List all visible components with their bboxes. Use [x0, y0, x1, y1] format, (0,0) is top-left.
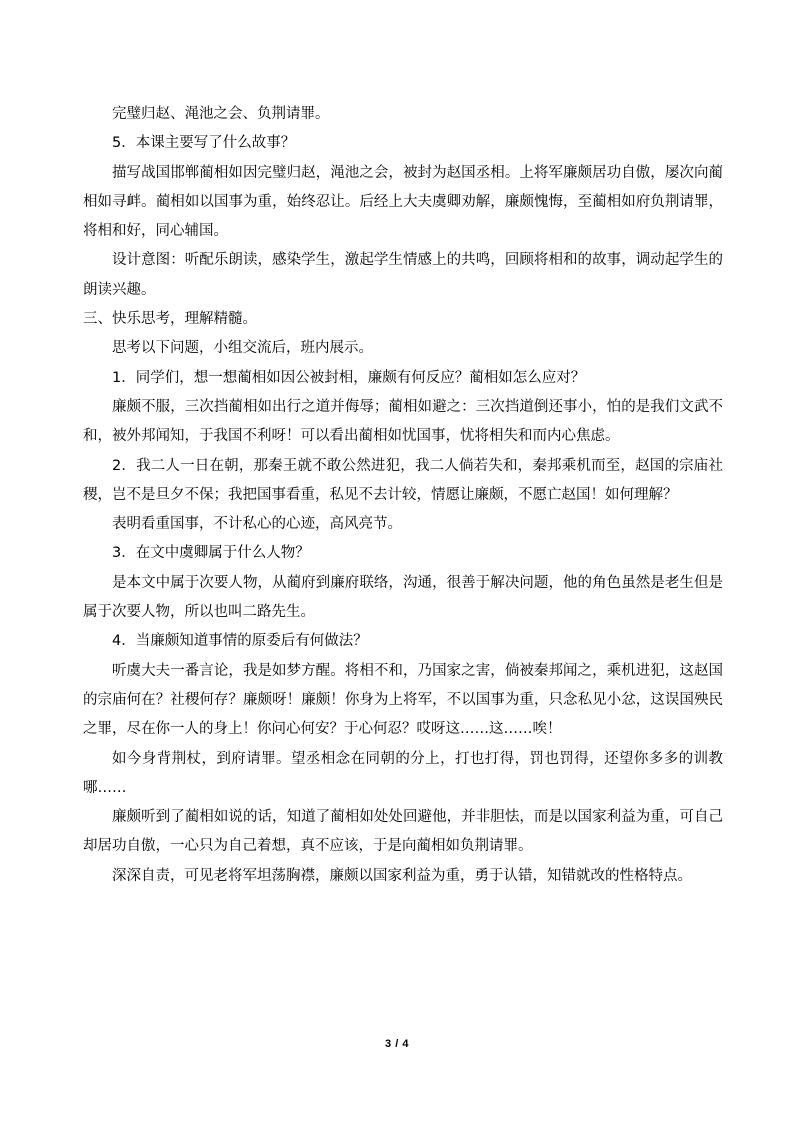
question-heading: 2．我二人一日在朝，那秦王就不敢公然进犯，我二人倘若失和，秦邦乘机而至，赵国的宗庙社稷，岂不是旦夕不保；我把国事看重，私见不去计较，情愿让廉颇，不愿亡赵国！如何理解？: [83, 457, 723, 503]
paragraph: 是本文中属于次要人物，从蔺府到廉府联络，沟通，很善于解决问题，他的角色虽然是老生但是属于次要人物，所以也叫二路先生。: [83, 574, 723, 621]
paragraph: 如今身背荆杖，到府请罪。望丞相念在同朝的分上，打也打得，罚也罚得，还望你多多的训教哪……: [83, 750, 723, 796]
paragraph: 廉颇听到了蔺相如说的话，知道了蔺相如处处回避他，并非胆怯，而是以国家利益为重，可自己却居功自傲，一心只为自己着想，真不应该，于是向蔺相如负荆请罪。: [83, 809, 723, 855]
paragraph: 完璧归赵、渑池之会、负荆请罪。: [112, 106, 330, 122]
paragraph: 深深自责，可见老将军坦荡胸襟，廉颇以国家利益为重，勇于认错，知错就改的性格特点。: [112, 867, 692, 884]
page-number: 3 / 4: [385, 1038, 409, 1050]
paragraph: 思考以下问题，小组交流后，班内展示。: [112, 340, 373, 357]
paragraph: 设计意图：听配乐朗读，感染学生，激起学生情感上的共鸣，回顾将相和的故事，调动起学生的朗读兴趣。: [83, 252, 723, 298]
question-heading: 1．同学们，想一想蔺相如因公被封相，廉颇有何反应？蔺相如怎么应对？: [112, 369, 586, 386]
document-body: [83, 100, 723, 891]
paragraph: 听虞大夫一番言论，我是如梦方醒。将相不和，乃国家之害，倘被秦邦闻之，乘机进犯，这赵国的宗庙何在？社稷何存？廉颇呀！廉颇！你身为上将军，不以国事为重，只念私见小忿，这误国殃民之罪，尽在你一人的身上！你问心何安？于心何忍？哎呀这……这……唉！: [83, 662, 723, 738]
paragraph: 表明看重国事，不计私心的心迹，高风亮节。: [112, 516, 402, 533]
section-heading: 三、快乐思考，理解精髓。: [83, 311, 257, 328]
question-heading: 3．在文中虞卿属于什么人物？: [112, 545, 310, 562]
question-heading: 5．本课主要写了什么故事？: [112, 135, 296, 152]
question-heading: 4．当廉颇知道事情的原委后有何做法？: [112, 633, 368, 650]
paragraph: 廉颇不服，三次挡蔺相如出行之道并侮辱；蔺相如避之：三次挡道倒还事小，怕的是我们文武不和，被外邦闻知，于我国不利呀！可以看出蔺相如忧国事，忧将相失和而内心焦虑。: [83, 398, 723, 445]
paragraph: 描写战国邯郸蔺相如因完璧归赵，渑池之会，被封为赵国丞相。上将军廉颇居功自傲，屡次向蔺相如寻衅。蔺相如以国事为重，始终忍让。后经上大夫虞卿劝解，廉颇愧悔，至蔺相如府负荆请罪，将相和好，同心辅国。: [83, 164, 723, 240]
